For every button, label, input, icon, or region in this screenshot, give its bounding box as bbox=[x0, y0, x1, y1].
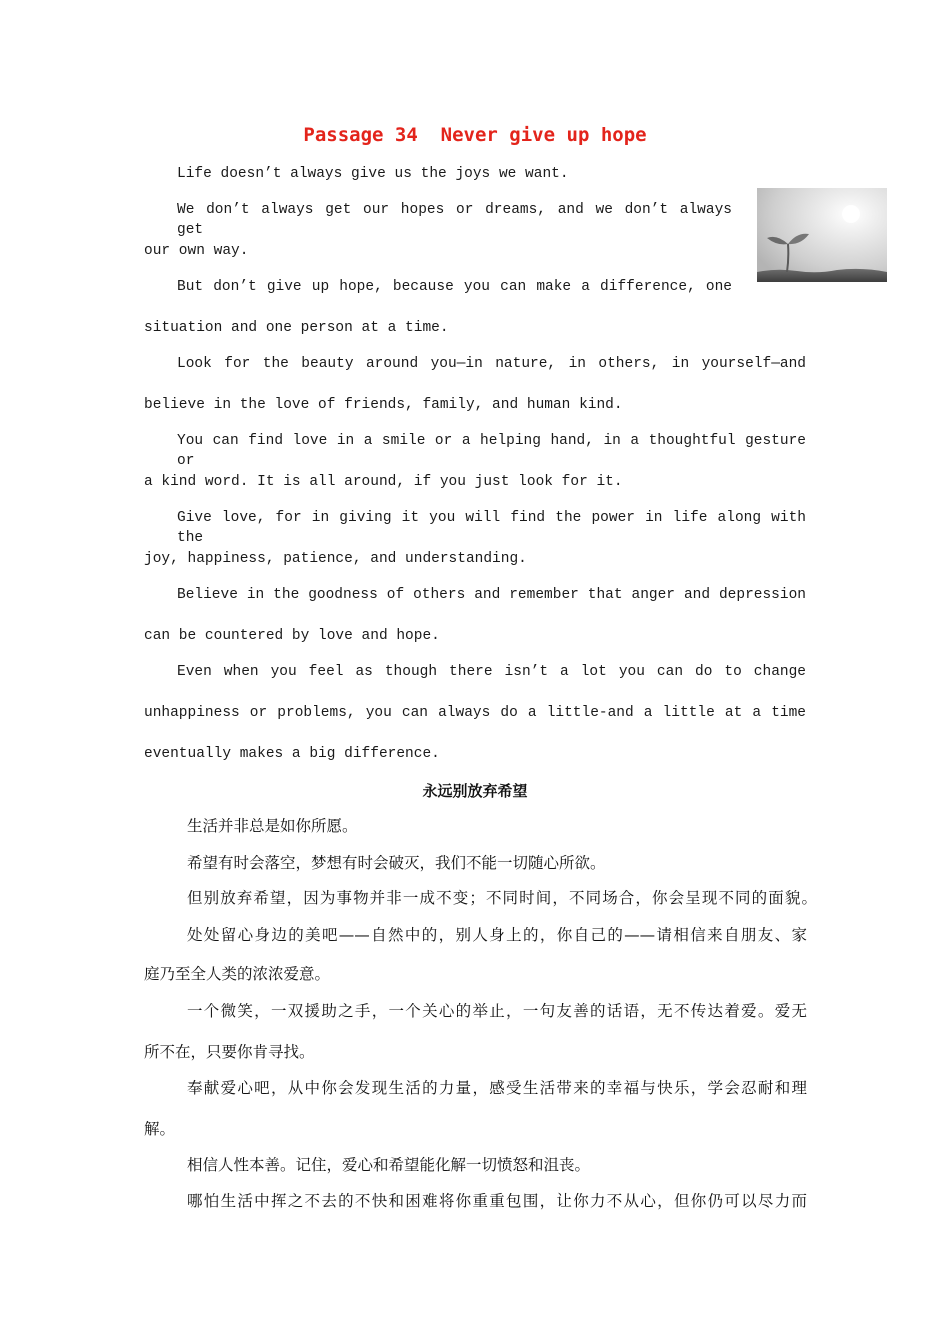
chinese-line: 一个微笑，一双援助之手，一个关心的举止，一句友善的话语，无不传达着爱。爱无 bbox=[187, 1002, 807, 1020]
english-line: You can find love in a smile or a helping hand, in a thoughtful gesture or bbox=[177, 433, 806, 469]
chinese-line: 处处留心身边的美吧——自然中的，别人身上的，你自己的——请相信来自朋友、家 bbox=[187, 926, 807, 944]
chinese-title: 永远别放弃希望 bbox=[422, 782, 528, 800]
english-line: believe in the love of friends, family, and human kind. bbox=[144, 397, 623, 413]
chinese-line: 但别放弃希望，因为事物并非一成不变；不同时间，不同场合，你会呈现不同的面貌。 bbox=[187, 889, 817, 907]
english-line: Even when you feel as though there isn’t a lot you can do to change bbox=[177, 664, 806, 680]
chinese-line: 哪怕生活中挥之不去的不快和困难将你重重包围，让你力不从心，但你仍可以尽力而 bbox=[187, 1192, 807, 1210]
chinese-line: 庭乃至全人类的浓浓爱意。 bbox=[144, 965, 331, 983]
english-line: situation and one person at a time. bbox=[144, 320, 449, 336]
chinese-line: 希望有时会落空，梦想有时会破灭，我们不能一切随心所欲。 bbox=[187, 854, 606, 872]
english-line: eventually makes a big difference. bbox=[144, 746, 440, 762]
chinese-line: 奉献爱心吧，从中你会发现生活的力量，感受生活带来的幸福与快乐，学会忍耐和理 bbox=[187, 1079, 807, 1097]
chinese-line: 生活并非总是如你所愿。 bbox=[187, 817, 358, 835]
chinese-line: 所不在，只要你肯寻找。 bbox=[144, 1043, 315, 1061]
english-line: our own way. bbox=[144, 243, 249, 259]
english-line: Believe in the goodness of others and remember that anger and depression bbox=[177, 587, 806, 603]
passage-title: Passage 34 Never give up hope bbox=[303, 124, 647, 146]
english-line: joy, happiness, patience, and understanding. bbox=[144, 551, 527, 567]
english-line: a kind word. It is all around, if you just look for it. bbox=[144, 474, 623, 490]
english-line: But don’t give up hope, because you can make a difference, one bbox=[177, 279, 732, 295]
seedling-photo bbox=[757, 188, 887, 282]
chinese-line: 解。 bbox=[144, 1120, 176, 1138]
english-line: We don’t always get our hopes or dreams, and we don’t always get bbox=[177, 202, 732, 238]
english-line: Life doesn’t always give us the joys we want. bbox=[177, 166, 569, 182]
english-line: Give love, for in giving it you will find the power in life along with the bbox=[177, 510, 806, 546]
english-line: can be countered by love and hope. bbox=[144, 628, 440, 644]
english-line: Look for the beauty around you—in nature, in others, in yourself—and bbox=[177, 356, 806, 372]
english-line: unhappiness or problems, you can always do a little-and a little at a time bbox=[144, 705, 806, 721]
chinese-line: 相信人性本善。记住，爱心和希望能化解一切愤怒和沮丧。 bbox=[187, 1156, 591, 1174]
